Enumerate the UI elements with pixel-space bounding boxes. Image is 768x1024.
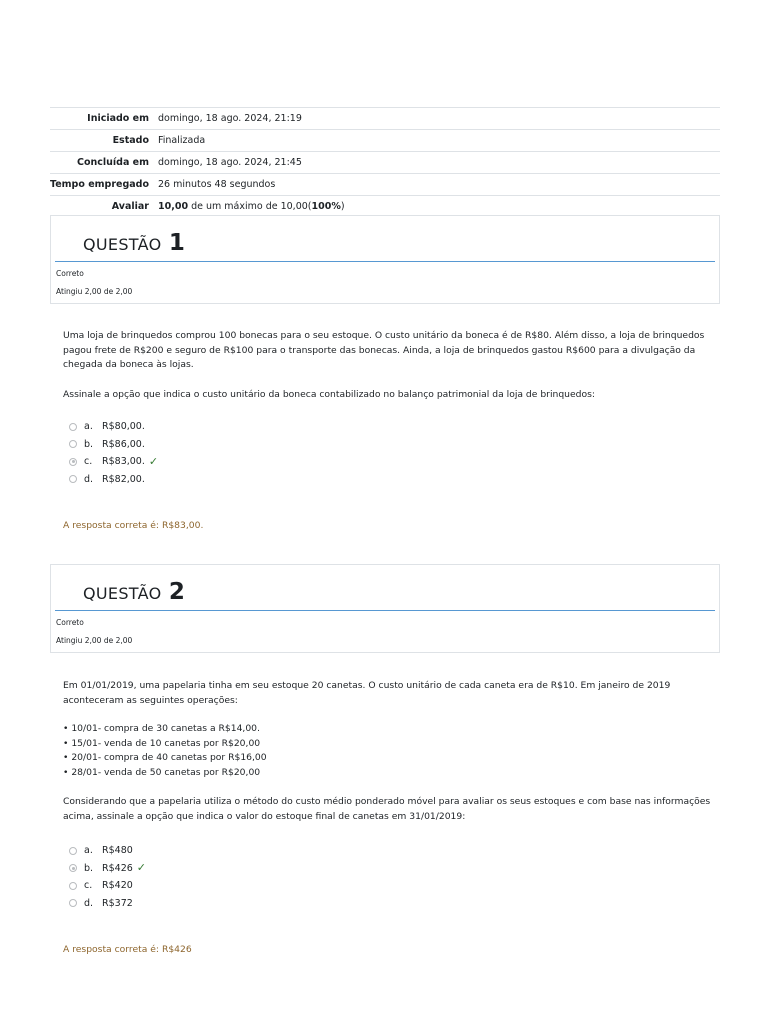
question-prompt: Considerando que a papelaria utiliza o método do custo médio ponderado móvel para avaliar os seus estoques e com base nas informações acima, assinale a opção que indica o valor do estoque final de canetas em 31/01/2019: <box>63 796 711 822</box>
question-prompt: Assinale a opção que indica o custo unitário da boneca contabilizado no balanço patrimonial da loja de brinquedos: <box>63 388 595 400</box>
answer-option-b[interactable] <box>69 436 158 454</box>
option-text: R$480 <box>102 845 133 857</box>
option-letter: c. <box>84 880 93 892</box>
question-label: QUESTÃO <box>83 235 162 254</box>
summary-row-time <box>50 174 720 196</box>
summary-label: Estado <box>112 135 149 146</box>
option-text: R$83,00. <box>102 456 145 468</box>
title-divider <box>55 261 715 262</box>
option-letter: a. <box>84 845 93 857</box>
answer-option-b[interactable] <box>69 860 146 878</box>
check-icon: ✓ <box>148 454 159 468</box>
option-text: R$86,00. <box>102 438 145 450</box>
option-letter: b. <box>84 438 94 450</box>
summary-value: 26 minutos 48 segundos <box>158 179 276 190</box>
summary-row-state <box>50 130 720 152</box>
question-paragraph: Uma loja de brinquedos comprou 100 bonecas para o seu estoque. O custo unitário da boneca é de R$80. Além disso, a loja de brinquedos pagou frete de R$200 e seguro de R$100 para o transporte das bonecas. Ainda, a loja de brinquedos gastou R$600 para a divulgação da chegada da boneca às lojas. <box>63 330 705 370</box>
check-icon: ✓ <box>136 861 146 875</box>
question-state: Correto <box>56 269 84 278</box>
option-text: R$80,00. <box>102 421 145 433</box>
question-title <box>83 230 185 256</box>
radio-button[interactable] <box>69 475 77 483</box>
summary-value: domingo, 18 ago. 2024, 21:45 <box>158 157 302 168</box>
question-2-info <box>50 564 720 653</box>
summary-label: Iniciado em <box>87 113 149 124</box>
option-text: R$82,00. <box>102 473 145 485</box>
answer-option-c[interactable] <box>69 453 158 471</box>
question-2-answers <box>69 842 146 912</box>
question-2-text <box>63 679 713 824</box>
correct-answer-feedback: A resposta correta é: R$83,00. <box>63 520 204 531</box>
radio-button[interactable] <box>69 423 77 431</box>
answer-option-d[interactable] <box>69 471 158 489</box>
summary-label: Avaliar <box>111 201 149 212</box>
option-text: R$426 <box>102 862 133 874</box>
question-state: Correto <box>56 618 84 627</box>
option-letter: d. <box>84 897 94 909</box>
radio-button-selected[interactable] <box>69 864 77 872</box>
radio-button[interactable] <box>69 847 77 855</box>
option-text: R$420 <box>102 880 133 892</box>
option-text: R$372 <box>102 897 133 909</box>
answer-option-d[interactable] <box>69 895 146 913</box>
operation-item: • 10/01- compra de 30 canetas a R$14,00. <box>63 723 260 734</box>
summary-label: Tempo empregado <box>50 179 150 190</box>
summary-value: Finalizada <box>158 135 206 146</box>
question-1-answers <box>69 418 158 488</box>
summary-value: domingo, 18 ago. 2024, 21:19 <box>158 113 302 124</box>
answer-option-a[interactable] <box>69 418 158 436</box>
summary-row-started <box>50 108 720 130</box>
grade-close: ) <box>340 201 345 212</box>
grade-value: 10,00 <box>158 201 189 212</box>
radio-button[interactable] <box>69 882 77 890</box>
radio-button[interactable] <box>69 440 77 448</box>
summary-row-completed <box>50 152 720 174</box>
operation-item: • 28/01- venda de 50 canetas por R$20,00 <box>63 766 261 778</box>
correct-answer-feedback: A resposta correta é: R$426 <box>63 944 192 955</box>
question-title <box>83 579 185 605</box>
summary-label: Concluída em <box>76 157 149 168</box>
grade-text: de um máximo de 10,00( <box>188 201 312 212</box>
option-letter: d. <box>84 473 94 485</box>
title-divider <box>55 610 715 611</box>
question-number: 1 <box>168 230 186 256</box>
option-letter: a. <box>84 421 93 433</box>
radio-button[interactable] <box>69 899 77 907</box>
grade-percent: 100% <box>311 201 341 212</box>
option-letter: b. <box>84 862 94 874</box>
answer-option-a[interactable] <box>69 842 146 860</box>
question-grade: Atingiu 2,00 de 2,00 <box>56 636 133 645</box>
answer-option-c[interactable] <box>69 877 146 895</box>
option-letter: c. <box>84 456 93 468</box>
radio-button-selected[interactable] <box>69 458 77 466</box>
operation-item: • 20/01- compra de 40 canetas por R$16,00 <box>63 752 267 763</box>
question-paragraph: Em 01/01/2019, uma papelaria tinha em seu estoque 20 canetas. O custo unitário de cada caneta era de R$10. Em janeiro de 2019 aconteceram as seguintes operações: <box>63 680 671 706</box>
question-number: 2 <box>168 579 186 605</box>
question-grade: Atingiu 2,00 de 2,00 <box>56 287 133 296</box>
question-1-info <box>50 215 720 304</box>
question-label: QUESTÃO <box>83 584 162 603</box>
question-1-text <box>63 329 713 402</box>
operation-item: • 15/01- venda de 10 canetas por R$20,00 <box>63 737 261 749</box>
attempt-summary-table <box>50 107 720 218</box>
